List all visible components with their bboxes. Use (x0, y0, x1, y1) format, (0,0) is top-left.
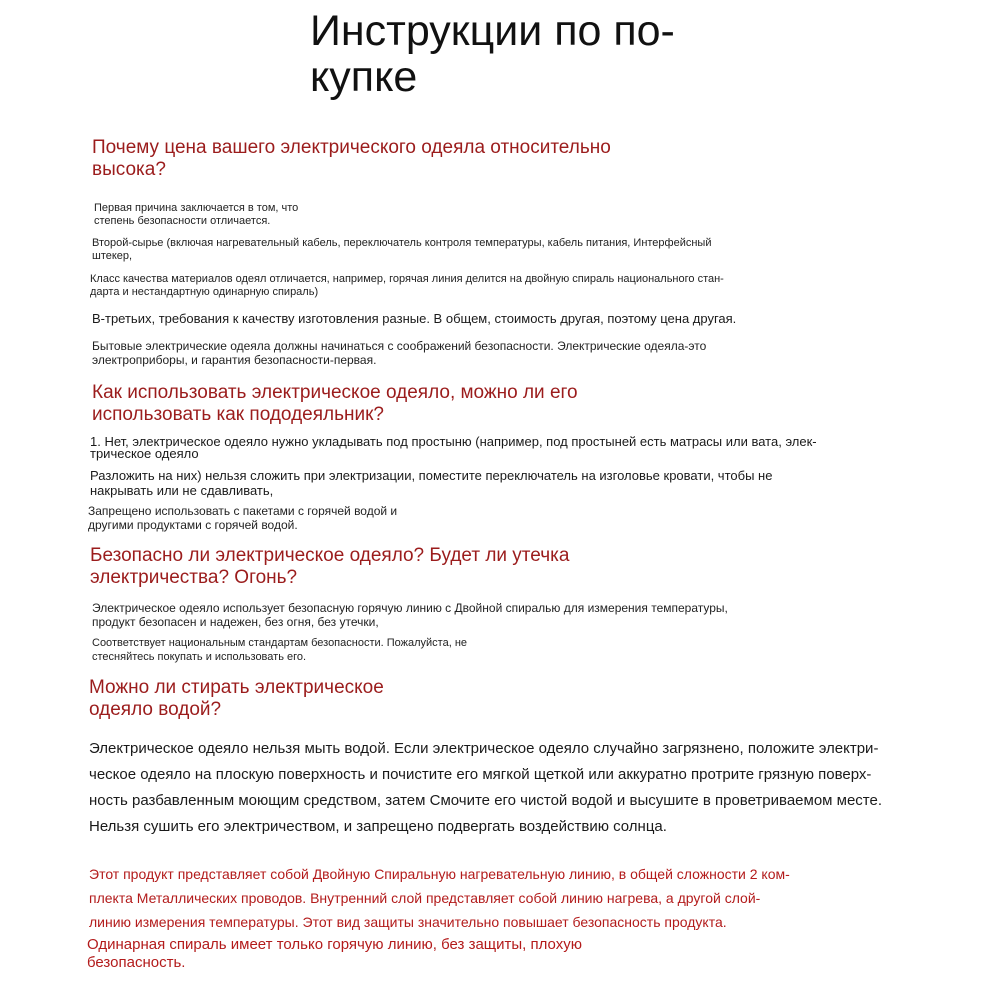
safety-detail-2: Соответствует национальным стандартам безопасности. Пожалуйста, не стесняйтесь покупать и использовать его. (92, 637, 468, 663)
page-title (310, 8, 730, 100)
usage-point-2: Разложить на них) нельзя сложить при электризации, поместите переключатель на изголовье кровати, чтобы не накрывать или не сдавливать, (90, 468, 773, 498)
price-reason-materials: Класс качества материалов одеял отличается, например, горячая линия делится на двойную спираль национального стан- дарта и нестандартную одинарную спираль) (90, 273, 724, 298)
washing-instructions: Электрическое одеяло нельзя мыть водой. Если электрическое одеяло случайно загрязнено, положите электри- ческое одеяло на плоскую поверхность и почистите его мягкой щеткой или аккуратно протрите грязную поверх- ность разбавленным моющим средством, затем Смочите его чистой водой и высушите в проветриваемом месте. Нельзя сушить его электричеством, и запрещено подвергать воздействию солнца. (89, 740, 883, 835)
section-heading-usage: Как использовать электрическое одеяло, можно ли его использовать как пододеяльник? (92, 382, 578, 425)
price-reason-2: Второй-сырье (включая нагревательный кабель, переключатель контроля температуры, кабель питания, Интерфейсный штекер, (92, 237, 712, 262)
usage-point-3: Запрещено использовать с пакетами с горячей водой и другими продуктами с горячей водой. (88, 504, 398, 532)
double-spiral-note: Этот продукт представляет собой Двойную Спиральную нагревательную линию, в общей сложности 2 ком- плекта Металлических проводов. Внутренний слой представляет собой линию нагрева, а другой слой- линию измерения температуры. Этот вид защиты значительно повышает безопасность продукта. (89, 866, 790, 930)
price-reason-3: В-третьих, требования к качеству изготовления разные. В общем, стоимость другая, поэтому цена другая. (92, 311, 737, 326)
title-line: Инструкции по по- (310, 7, 675, 55)
section-heading-price: Почему цена вашего электрического одеяла относительно высока? (92, 137, 611, 180)
safety-detail-1: Электрическое одеяло использует безопасную горячую линию с Двойной спиралью для измерения температуры, продукт безопасен и надежен, без огня, без утечки, (92, 601, 728, 629)
price-safety-note: Бытовые электрические одеяла должны начинаться с соображений безопасности. Электрические одеяла-это электроприборы, и гарантия безопасности-первая. (92, 339, 707, 367)
single-spiral-note: Одинарная спираль имеет только горячую линию, без защиты, плохую безопасность. (87, 936, 582, 971)
section-heading-washing: Можно ли стирать электрическое одеяло водой? (89, 677, 384, 720)
section-heading-safety: Безопасно ли электрическое одеяло? Будет ли утечка электричества? Огонь? (90, 545, 570, 588)
price-reason-1: Первая причина заключается в том, что степень безопасности отличается. (94, 202, 299, 227)
usage-point-1: 1. Нет, электрическое одеяло нужно укладывать под простыню (например, под простыней есть матрасы или вата, элек- трическое одеяло (90, 434, 817, 461)
title-line: купке (310, 53, 418, 101)
